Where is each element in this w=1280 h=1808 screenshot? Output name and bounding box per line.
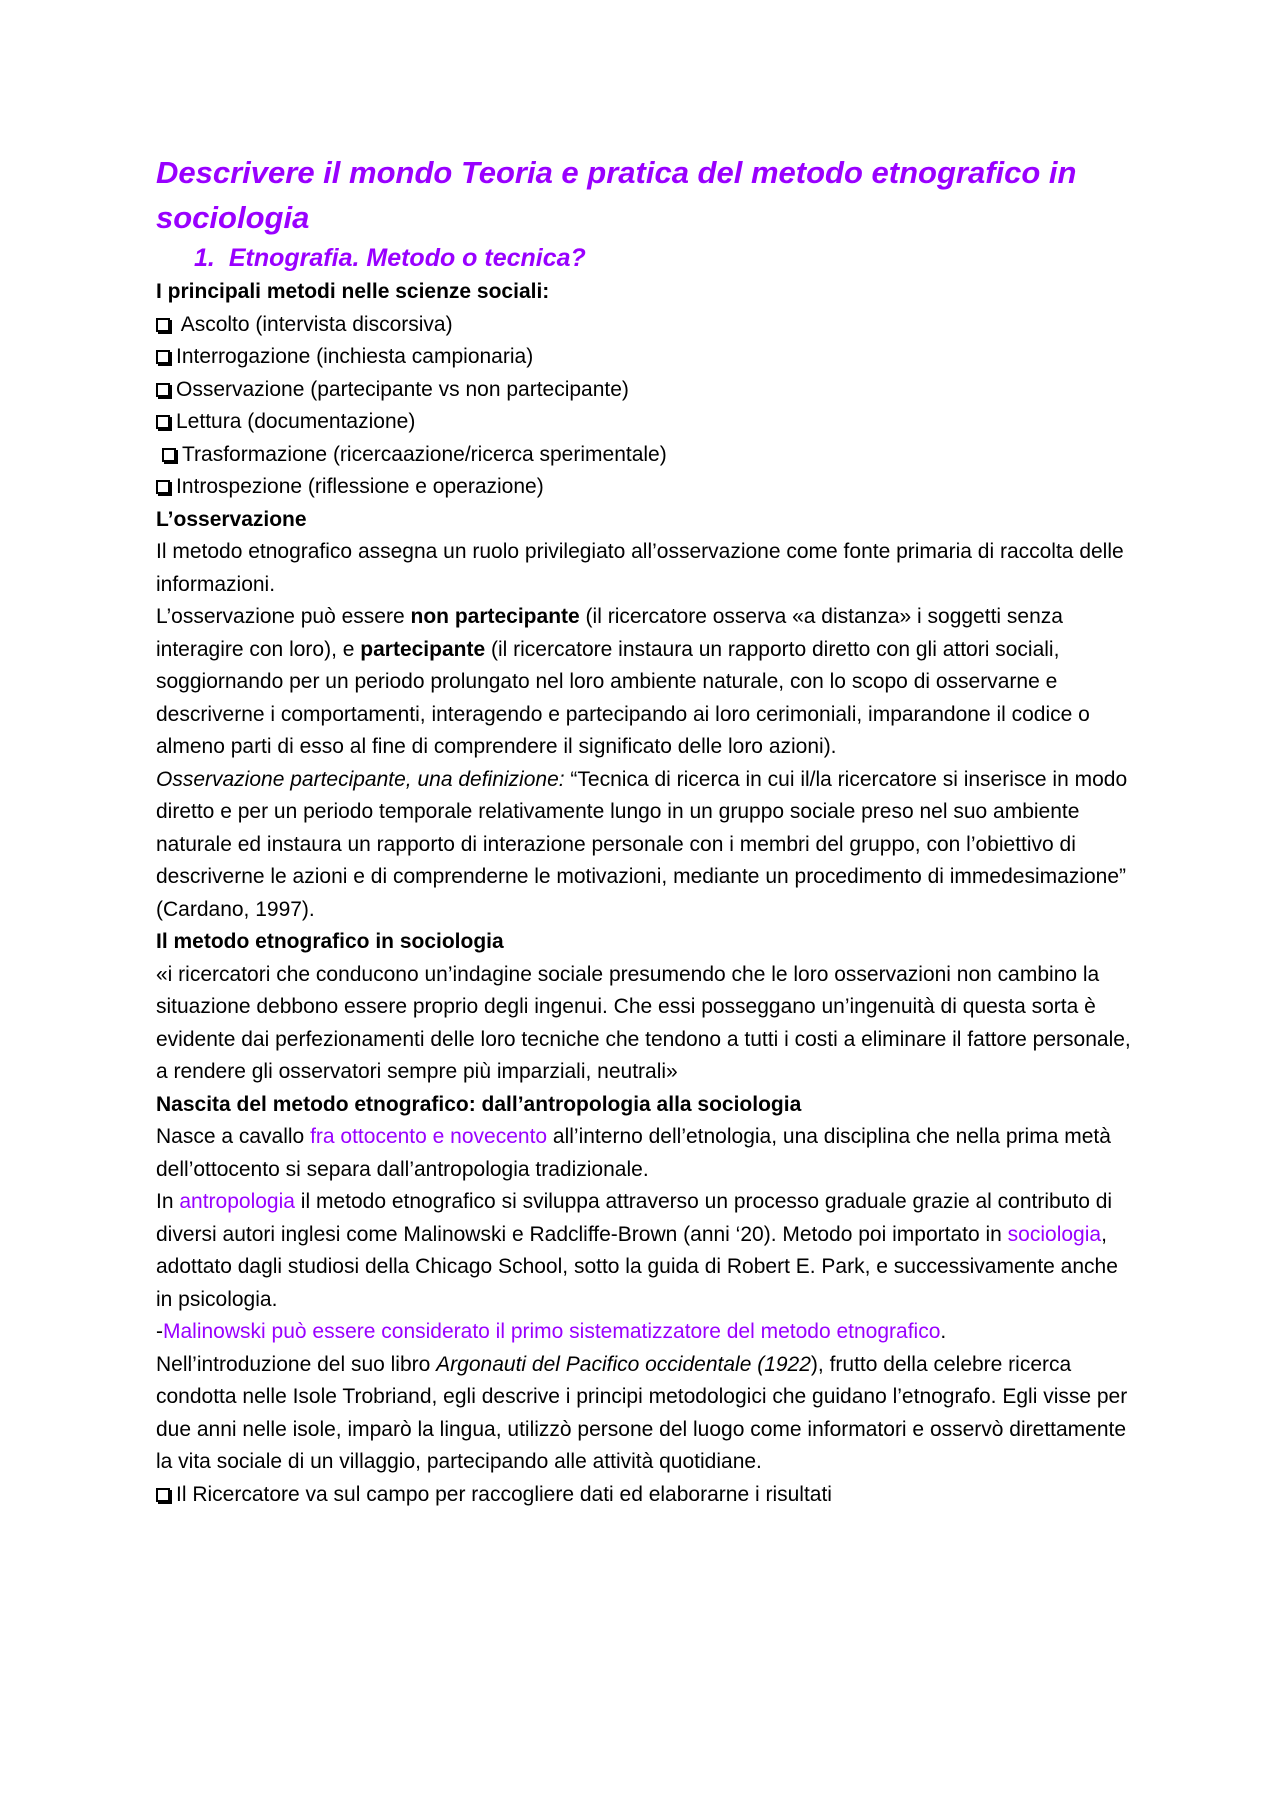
list-item: Introspezione (riflessione e operazione) [156,471,1136,504]
section-title: Etnografia. Metodo o tecnica? [228,244,586,272]
checkbox-bullet-icon [156,480,170,494]
list-item: Osservazione (partecipante vs non partecipante) [156,374,1136,407]
checkbox-bullet-icon [156,383,170,397]
paragraph: Nell’introduzione del suo libro Argonauti del Pacifico occidentale (1922), frutto della celebre ricerca condotta nelle Isole Trobriand, egli descrive i principi metodologici che guidano l’etnografo. Egli visse per due anni nelle isole, imparò la lingua, utilizzò persone del luogo come informatori e osservò direttamente la vita sociale di un villaggio, partecipando alle attività quotidiane. [156,1352,1128,1473]
section-heading [194,240,1136,276]
checkbox-bullet-icon [156,318,170,332]
checkbox-bullet-icon [156,1488,170,1502]
definition-paragraph: Osservazione partecipante, una definizione: “Tecnica di ricerca in cui il/la ricercatore si inserisce in modo diretto e per un periodo temporale relativamente lungo in un gruppo sociale preso nel suo ambiente naturale ed instaura un rapporto di interazione personale con i membri del gruppo, con l’obiettivo di descriverne le azioni e di comprenderne le motivazioni, mediante un procedimento di immedesimazione” (Cardano, 1997). [156,767,1128,921]
observation-heading: L’osservazione [156,507,307,531]
paragraph: Nasce a cavallo fra ottocento e novecento all’interno dell’etnologia, una disciplina che nella prima metà dell’ottocento si separa dall’antropologia tradizionale. [156,1125,1111,1181]
checkbox-bullet-icon [156,350,170,364]
sociology-heading: Il metodo etnografico in sociologia [156,930,504,953]
birth-heading: Nascita del metodo etnografico: dall’antropologia alla sociologia [156,1092,802,1116]
document-page [156,150,1136,1511]
paragraph: In antropologia il metodo etnografico si sviluppa attraverso un processo graduale grazie al contributo di diversi autori inglesi come Malinowski e Radcliffe-Brown (anni ‘20). Metodo poi importato in sociologia, adottato dagli studiosi della Chicago School, sotto la guida di Robert E. Park, e successivamente anche in psicologia. [156,1190,1118,1311]
section-number: 1. [194,244,215,272]
paragraph: L’osservazione può essere non partecipante (il ricercatore osserva «a distanza» i soggetti senza interagire con loro), e partecipante (il ricercatore instaura un rapporto diretto con gli attori sociali, soggiornando per un periodo prolungato nel loro ambiente naturale, con lo scopo di osservarne e descriverne i comportamenti, interagendo e partecipando ai loro cerimoniali, imparandone il codice o almeno parti di esso al fine di comprendere il significato delle loro azioni). [156,605,1090,758]
paragraph: Il metodo etnografico assegna un ruolo privilegiato all’osservazione come fonte primaria di raccolta delle informazioni. [156,540,1124,596]
list-item: Trasformazione (ricercaazione/ricerca sperimentale) [156,439,1136,472]
methods-heading: I principali metodi nelle scienze sociali: [156,280,550,303]
list-item: Ascolto (intervista discorsiva) [156,309,1136,342]
highlight-paragraph: -Malinowski può essere considerato il primo sistematizzatore del metodo etnografico. [156,1320,947,1343]
list-item: Lettura (documentazione) [156,406,1136,439]
quote-paragraph: «i ricercatori che conducono un’indagine sociale presumendo che le loro osservazioni non cambino la situazione debbono essere proprio degli ingenui. Che essi posseggano un’ingenuità di questa sorta è evidente dai perfezionamenti delle loro tecniche che tendono a tutti i costi a eliminare il fattore personale, a rendere gli osservatori sempre più imparziali, neutrali» [156,962,1131,1083]
checkbox-bullet-icon [156,415,170,429]
list-item: Il Ricercatore va sul campo per raccogliere dati ed elaborarne i risultati [156,1479,1136,1512]
document-title: Descrivere il mondo Teoria e pratica del metodo etnografico in sociologia [156,155,1077,235]
checkbox-bullet-icon [162,448,176,462]
list-item: Interrogazione (inchiesta campionaria) [156,341,1136,374]
